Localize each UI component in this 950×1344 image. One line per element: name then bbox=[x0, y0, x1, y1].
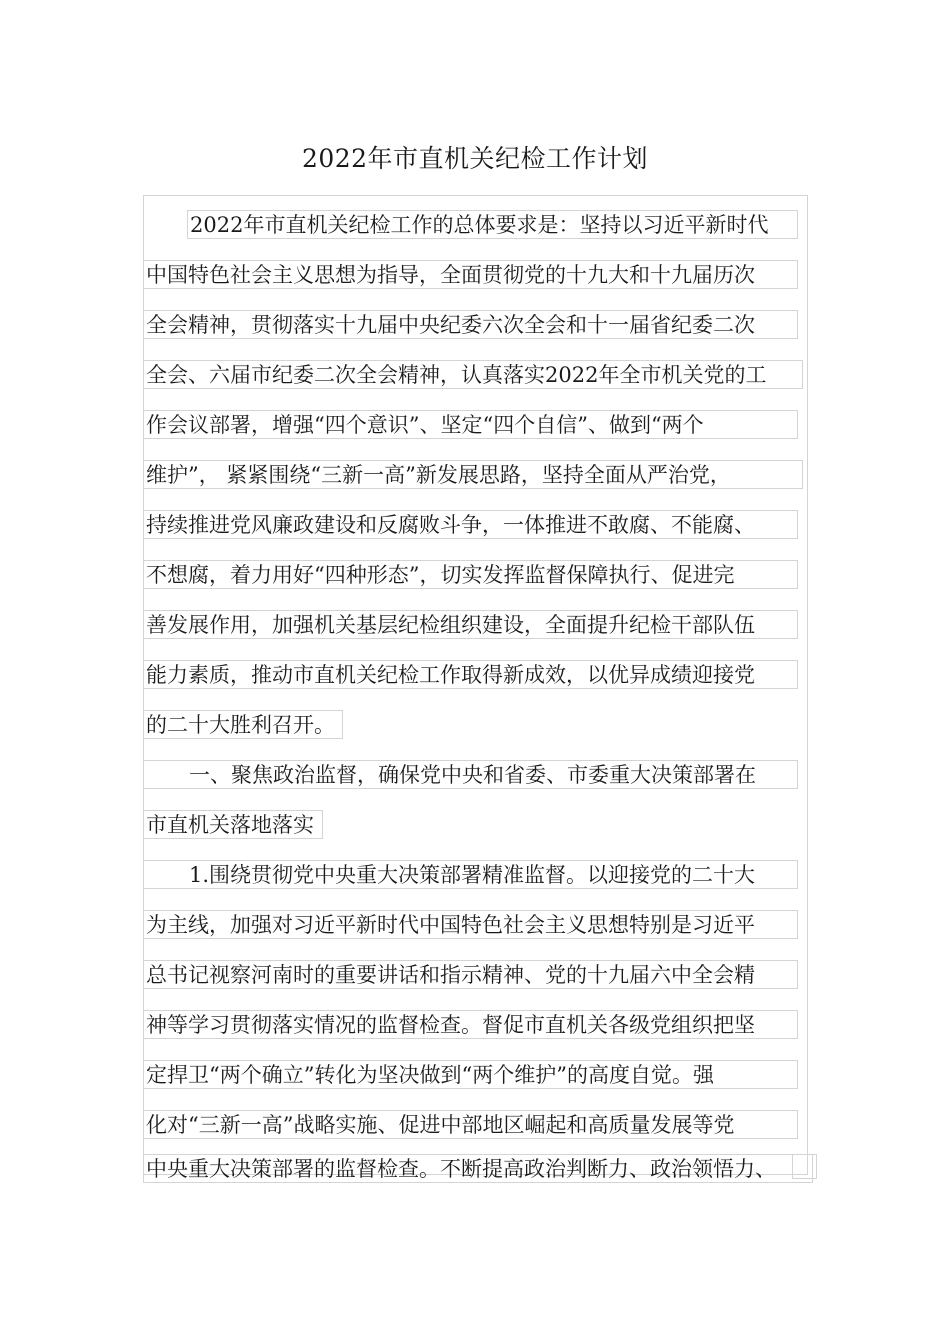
paragraph-line: 全会精神，贯彻落实十九届中央纪委六次全会和十一届省纪委二次 bbox=[143, 310, 798, 339]
paragraph-line: 维护”， 紧紧围绕“三新一高”新发展思路，坚持全面从严治党， bbox=[143, 460, 803, 489]
paragraph-line: 持续推进党风廉政建设和反腐败斗争，一体推进不敢腐、不能腐、 bbox=[143, 510, 798, 539]
paragraph-line: 的二十大胜利召开。 bbox=[143, 710, 343, 739]
overflow-marker bbox=[792, 1154, 817, 1179]
paragraph-line: 能力素质，推动市直机关纪检工作取得新成效，以优异成绩迎接党 bbox=[143, 660, 798, 689]
section-heading-line: 市直机关落地落实 bbox=[143, 810, 323, 839]
paragraph-line: 化对“三新一高”战略实施、促进中部地区崛起和高质量发展等党 bbox=[143, 1110, 798, 1139]
paragraph-line: 作会议部署，增强“四个意识”、坚定“四个自信”、做到“两个 bbox=[143, 410, 798, 439]
paragraph-line: 善发展作用，加强机关基层纪检组织建设，全面提升纪检干部队伍 bbox=[143, 610, 798, 639]
paragraph-line: 神等学习贯彻落实情况的监督检查。督促市直机关各级党组织把坚 bbox=[143, 1010, 798, 1039]
document-title: 2022年市直机关纪检工作计划 bbox=[301, 144, 649, 173]
paragraph-line: 总书记视察河南时的重要讲话和指示精神、党的十九届六中全会精 bbox=[143, 960, 798, 989]
paragraph-line: 为主线，加强对习近平新时代中国特色社会主义思想特别是习近平 bbox=[143, 910, 798, 939]
paragraph-line: 1.围绕贯彻党中央重大决策部署精准监督。以迎接党的二十大 bbox=[143, 860, 798, 889]
paragraph-line: 不想腐，着力用好“四种形态”，切实发挥监督保障执行、促进完 bbox=[143, 560, 798, 589]
section-heading-line: 一、聚焦政治监督，确保党中央和省委、市委重大决策部署在 bbox=[143, 760, 798, 789]
paragraph-line: 2022年市直机关纪检工作的总体要求是：坚持以习近平新时代 bbox=[187, 210, 798, 239]
paragraph-line: 定捍卫“两个确立”转化为坚决做到“两个维护”的高度自觉。强 bbox=[143, 1060, 798, 1089]
paragraph-line: 中央重大决策部署的监督检查。不断提高政治判断力、政治领悟力、 bbox=[143, 1154, 813, 1183]
paragraph-line: 中国特色社会主义思想为指导，全面贯彻党的十九大和十九届历次 bbox=[143, 260, 798, 289]
paragraph-line: 全会、六届市纪委二次全会精神，认真落实2022年全市机关党的工 bbox=[143, 360, 803, 389]
